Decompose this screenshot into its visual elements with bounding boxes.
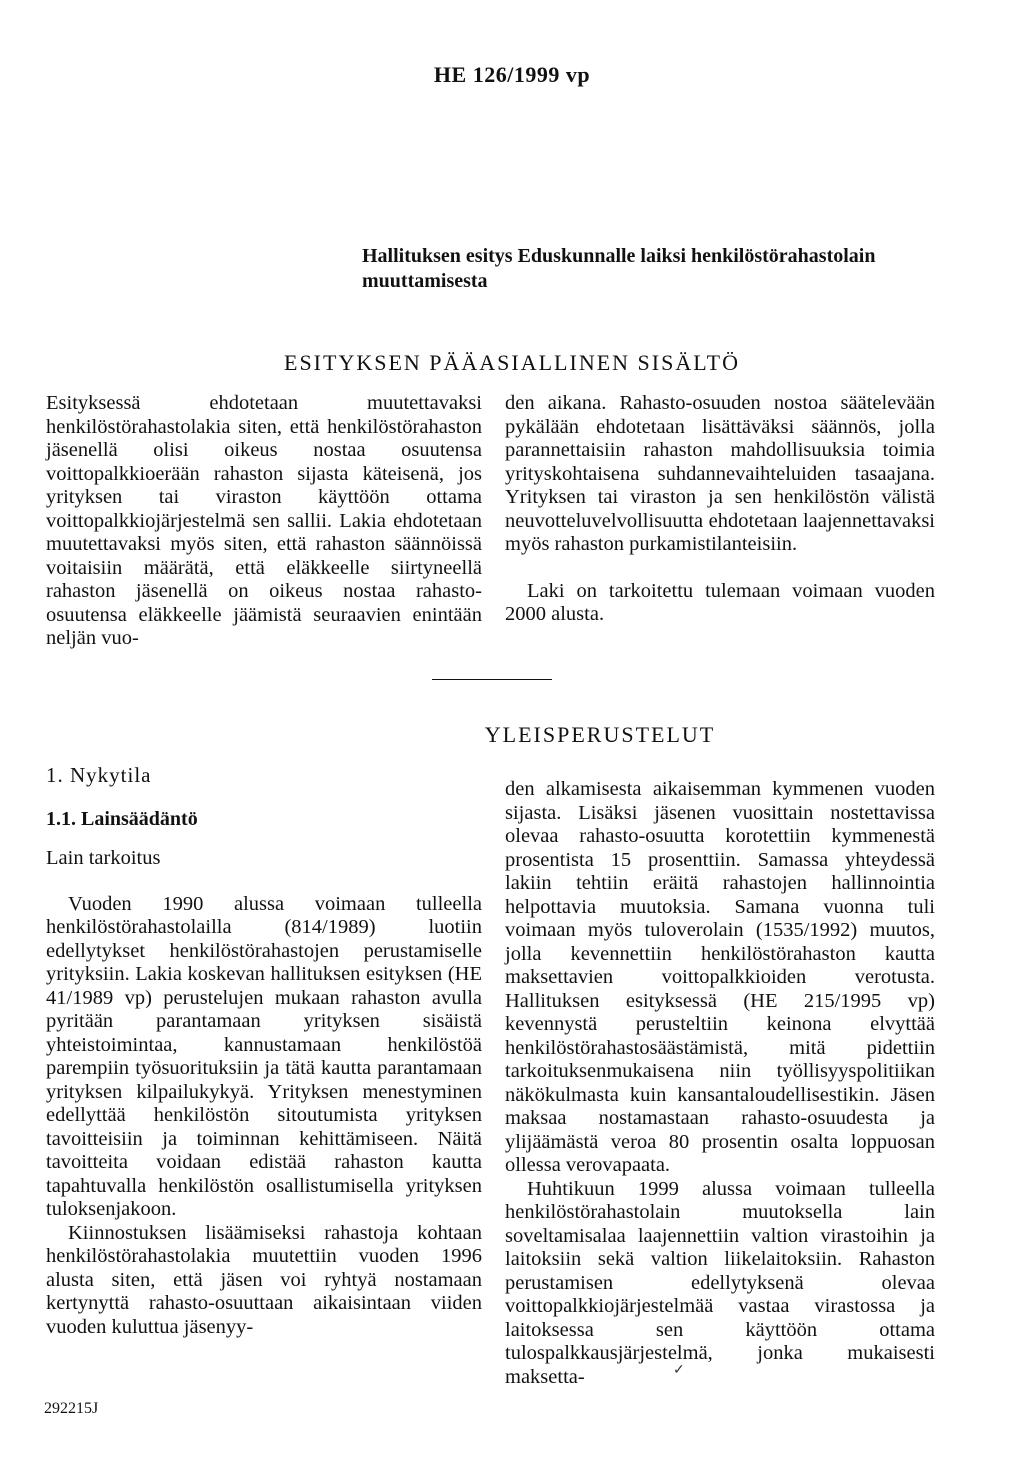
basis-left-column bbox=[46, 764, 482, 1339]
summary-heading: ESITYKSEN PÄÄASIALLINEN SISÄLTÖ bbox=[284, 350, 740, 375]
general-basis-heading: YLEISPERUSTELUT bbox=[484, 722, 716, 747]
body-paragraph: Huhtikuun 1999 alussa voimaan tulleella henkilöstörahastolain muutoksella lain soveltamisalaa laajennettiin valtion virastoihin ja laitoksiin sekä valtion liikelaitoksiin. Rahaston perustamisen edellytyksenä olevaa voittopalkkiojärjestelmää vastaa virastossa ja laitoksessa sen käyttöön ottama tulospalkkausjärjestelmä, jonka mukaisesti maksetta- bbox=[505, 1177, 935, 1388]
print-code: 292215J bbox=[44, 1400, 99, 1417]
summary-paragraph: den aikana. Rahasto-osuuden nostoa säätelevään pykälään ehdotetaan lisättäväksi säännös, jolla parannettaisiin rahaston mahdollisuuksia toimia yrityskohtaisena suhdannevaihteluiden tasaajana. Yrityksen tai viraston ja sen henkilöstön välistä neuvotteluvelvollisuutta ehdotetaan laajennettavaksi myös rahaston purkamistilanteisiin. bbox=[505, 392, 935, 555]
summary-paragraph: Esityksessä ehdotetaan muutettavaksi henkilöstörahastolakia siten, että henkilöstörahaston jäsenellä olisi oikeus nostaa osuutensa voittopalkkioerään rahaston sijasta käteisenä, jos yrityksen tai viraston käyttöön ottama voittopalkkiojärjestelmä sen sallii. Lakia ehdotetaan muutettavaksi myös siten, että rahaston säännöissä voitaisiin määrätä, että eläkkeelle siirtyneellä rahaston jäsenellä on oikeus nostaa rahasto-osuutensa eläkkeelle jäämistä seuraavien enintään neljän vuo- bbox=[46, 392, 482, 649]
section-divider bbox=[432, 679, 552, 680]
body-paragraph: Vuoden 1990 alussa voimaan tulleella henkilöstörahastolailla (814/1989) luotiin edellytykset henkilöstörahastojen perustamiselle yrityksiin. Lakia koskevan hallituksen esityksen (HE 41/1989 vp) perustelujen mukaan rahaston avulla pyritään parantamaan yrityksen sisäistä yhteistoimintaa, kannustamaan henkilöstöä parempiin työsuorituksiin ja tätä kautta parantamaan yrityksen kilpailukykyä. Yrityksen menestyminen edellyttää henkilöstön sitoutumista yrityksen tavoitteisiin ja toiminnan kehittämiseen. Näitä tavoitteita voidaan edistää rahaston kautta tapahtuvalla henkilöstön osallistumisella yrityksen tuloksenjakoon. bbox=[46, 892, 482, 1220]
basis-right-column bbox=[505, 778, 935, 1389]
body-paragraph: den alkamisesta aikaisemman kymmenen vuoden sijasta. Lisäksi jäsenen vuosittain nostettavissa olevaa rahasto-osuutta korotettiin kymmenestä prosentista 15 prosenttiin. Samassa yhteydessä lakiin tehtiin eräitä rahastojen hallinnointia helpottavia muutoksia. Samana vuonna tuli voimaan myös tuloverolain (1535/1992) muutos, jolla kevennettiin henkilöstörahaston kautta maksettavien voittopalkkioiden verotusta. Hallituksen esityksessä (HE 215/1995 vp) kevennystä perusteltiin keinona elvyttää henkilöstörahastosäästämistä, mitä pidettiin tarkoituksenmukaisena niin työllisyyspolitiikan näkökulmasta kuin kansantaloudellisestikin. Jäsen maksaa nostamastaan rahasto-osuudesta ja ylijäämästä veroa 80 prosentin osalta loppuosan ollessa verovapaata. bbox=[505, 778, 935, 1176]
document-title: Hallituksen esitys Eduskunnalle laiksi henkilöstörahastolain muuttamisesta bbox=[362, 245, 876, 292]
summary-paragraph: Laki on tarkoitettu tulemaan voimaan vuoden 2000 alusta. bbox=[505, 579, 935, 625]
document-id-header: HE 126/1999 vp bbox=[433, 62, 591, 87]
body-paragraph: Kiinnostuksen lisäämiseksi rahastoja kohtaan henkilöstörahastolakia muutettiin vuoden 1996 alusta siten, että jäsen voi ryhtyä nostamaan kertynyttä rahasto-osuuttaan aikaisintaan viiden vuoden kuluttua jäsenyy- bbox=[46, 1221, 482, 1338]
subheading: Lain tarkoitus bbox=[46, 847, 161, 869]
section-heading-1: 1. Nykytila bbox=[46, 763, 152, 787]
summary-left-column bbox=[46, 392, 482, 651]
summary-right-column bbox=[505, 392, 935, 627]
section-heading-1-1: 1.1. Lainsäädäntö bbox=[46, 807, 198, 830]
margin-mark: ✓ bbox=[673, 1363, 685, 1378]
